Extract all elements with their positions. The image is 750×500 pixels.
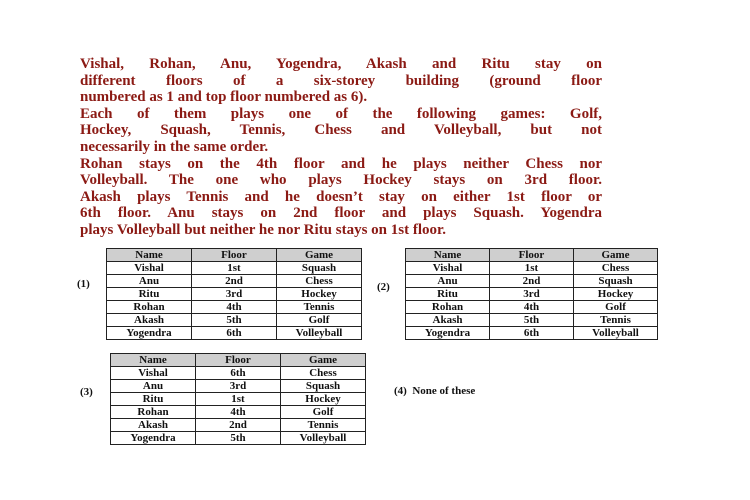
puzzle-text — [80, 56, 602, 239]
table-row — [107, 275, 362, 288]
cell-game: Squash — [277, 262, 362, 275]
column-header: Name — [111, 354, 196, 367]
cell-floor: 2nd — [196, 419, 281, 432]
cell-game: Tennis — [574, 314, 658, 327]
table-row — [406, 327, 658, 340]
option-2-label: (2) — [377, 281, 390, 293]
cell-game: Golf — [277, 314, 362, 327]
cell-name: Rohan — [111, 406, 196, 419]
cell-game: Tennis — [277, 301, 362, 314]
puzzle-line: Hockey, Squash, Tennis, Chess and Volleyball, but not — [80, 122, 602, 139]
cell-game: Hockey — [574, 288, 658, 301]
table-header-row — [107, 249, 362, 262]
puzzle-line: necessarily in the same order. — [80, 138, 269, 155]
option-3-label: (3) — [80, 386, 93, 398]
column-header: Floor — [192, 249, 277, 262]
cell-floor: 1st — [490, 262, 574, 275]
table-row — [111, 419, 366, 432]
table-row — [111, 432, 366, 445]
column-header: Floor — [196, 354, 281, 367]
table-row — [406, 275, 658, 288]
option-3-table — [110, 353, 366, 445]
cell-floor: 6th — [196, 367, 281, 380]
cell-name: Vishal — [406, 262, 490, 275]
table-row — [111, 393, 366, 406]
column-header: Name — [406, 249, 490, 262]
cell-name: Ritu — [107, 288, 192, 301]
cell-game: Tennis — [281, 419, 366, 432]
cell-game: Chess — [281, 367, 366, 380]
table-row — [107, 314, 362, 327]
puzzle-line: numbered as 1 and top floor numbered as 6). — [80, 89, 368, 106]
cell-name: Rohan — [406, 301, 490, 314]
cell-floor: 3rd — [196, 380, 281, 393]
table-row — [111, 380, 366, 393]
option-1-label: (1) — [77, 278, 90, 290]
cell-floor: 5th — [192, 314, 277, 327]
table-row — [111, 367, 366, 380]
cell-name: Yogendra — [111, 432, 196, 445]
column-header: Game — [277, 249, 362, 262]
table-row — [107, 301, 362, 314]
option-4-label: (4) — [394, 385, 407, 397]
cell-game: Volleyball — [574, 327, 658, 340]
column-header: Name — [107, 249, 192, 262]
cell-name: Yogendra — [107, 327, 192, 340]
cell-name: Ritu — [406, 288, 490, 301]
table-row — [111, 406, 366, 419]
column-header: Floor — [490, 249, 574, 262]
column-header: Game — [281, 354, 366, 367]
table-row — [406, 301, 658, 314]
table-row — [406, 262, 658, 275]
table-row — [107, 262, 362, 275]
puzzle-line: different floors of a six-storey building (ground floor — [80, 72, 602, 89]
cell-name: Akash — [107, 314, 192, 327]
cell-floor: 6th — [192, 327, 277, 340]
puzzle-line: 6th floor. Anu stays on 2nd floor and plays Squash. Yogendra — [80, 205, 602, 222]
cell-floor: 5th — [490, 314, 574, 327]
table-header-row — [111, 354, 366, 367]
puzzle-line: plays Volleyball but neither he nor Ritu stays on 1st floor. — [80, 221, 447, 238]
cell-name: Rohan — [107, 301, 192, 314]
cell-game: Hockey — [281, 393, 366, 406]
option-4 — [394, 385, 475, 397]
puzzle-line: Each of them plays one of the following games: Golf, — [80, 105, 602, 122]
cell-game: Hockey — [277, 288, 362, 301]
option-4-text: None of these — [412, 385, 476, 397]
table-row — [406, 314, 658, 327]
cell-floor: 1st — [196, 393, 281, 406]
cell-name: Akash — [406, 314, 490, 327]
cell-game: Golf — [281, 406, 366, 419]
cell-name: Anu — [111, 380, 196, 393]
cell-game: Golf — [574, 301, 658, 314]
table-header-row — [406, 249, 658, 262]
cell-floor: 3rd — [192, 288, 277, 301]
cell-floor: 6th — [490, 327, 574, 340]
puzzle-line: Volleyball. The one who plays Hockey stays on 3rd floor. — [80, 172, 602, 189]
cell-name: Vishal — [107, 262, 192, 275]
puzzle-line: Rohan stays on the 4th floor and he plays neither Chess nor — [80, 155, 602, 172]
cell-floor: 2nd — [490, 275, 574, 288]
cell-floor: 5th — [196, 432, 281, 445]
cell-name: Vishal — [111, 367, 196, 380]
cell-floor: 4th — [196, 406, 281, 419]
cell-game: Volleyball — [277, 327, 362, 340]
cell-name: Ritu — [111, 393, 196, 406]
cell-name: Anu — [406, 275, 490, 288]
cell-floor: 4th — [192, 301, 277, 314]
cell-name: Akash — [111, 419, 196, 432]
cell-floor: 4th — [490, 301, 574, 314]
cell-game: Chess — [277, 275, 362, 288]
column-header: Game — [574, 249, 658, 262]
cell-game: Squash — [281, 380, 366, 393]
cell-floor: 2nd — [192, 275, 277, 288]
option-1-table — [106, 248, 362, 340]
puzzle-line: Vishal, Rohan, Anu, Yogendra, Akash and Ritu stay on — [80, 56, 602, 72]
option-2-table — [405, 248, 658, 340]
cell-game: Volleyball — [281, 432, 366, 445]
puzzle-line: Akash plays Tennis and he doesn’t stay on either 1st floor or — [80, 188, 602, 205]
table-row — [406, 288, 658, 301]
cell-game: Chess — [574, 262, 658, 275]
table-row — [107, 288, 362, 301]
cell-name: Anu — [107, 275, 192, 288]
cell-floor: 1st — [192, 262, 277, 275]
cell-game: Squash — [574, 275, 658, 288]
table-row — [107, 327, 362, 340]
cell-floor: 3rd — [490, 288, 574, 301]
cell-name: Yogendra — [406, 327, 490, 340]
